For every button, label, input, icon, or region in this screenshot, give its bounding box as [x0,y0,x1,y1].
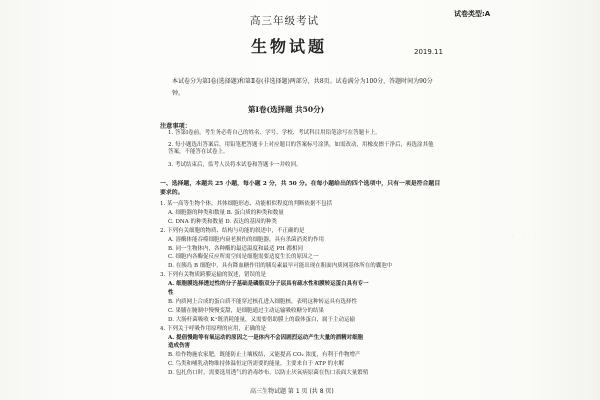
question-line: D. 大肠杆菌吸收 K⁺既消耗能量，又需要借助膜上的载体蛋白，属于主动运输 [168,316,355,323]
question-line: 性 [168,290,174,296]
exam-paper [150,0,491,400]
page-footer: 高三生物试题 第 1 页 (共 8 页) [250,388,334,395]
note-item: 1. 答第Ⅰ卷前，考生务必将自己的姓名、学号、学校、考试科目用铅笔涂写在答题卡上。 [168,130,381,136]
question-line: C. DNA 的种类和数量 D. 表达的基因的种类 [168,218,277,225]
question-line: D. 包扎伤口时，需要选用透气的消毒纱布，以防止厌氧病原菌在伤口表面大量繁殖 [168,370,369,377]
question-line: 2. 下列有关细胞的物质、结构与功能的叙述中，不正确的是 [160,227,305,234]
paper-type-label: 试卷类型:A [454,10,491,18]
question-line: A. 细胞膜选择透过性的分子基础是磷脂双分子层具有疏水性和膜转运蛋白具有专一 [168,281,369,288]
question-line: C. 细胞内各酶促反应所需空间是细胞需要适度生长的原因之一 [168,254,319,261]
question-line: C. 果脯在腌制中慢慢变甜，是细胞通过主动运输吸收糖分的结果 [168,307,325,314]
question-line: A. 溶酶体能吞噬细胞内衰老损伤的细胞器，具有杀菌消炎的作用 [168,236,324,243]
note-item: 3. 考试结束后，监考人员将本试卷和答题卡一并收回。 [168,162,302,168]
note-item: 2. 每小题选出答案后，用铅笔把答题卡上对应题目的答案标号涂黑，如需改动，用橡皮擦干净后，再选涂其他答案，不能答在试卷上。 [168,142,434,155]
question-line: 1. 某一高等生物个体，其体细胞形态、功能相似程度的判断依据不包括 [160,201,332,207]
subject-title: 生物试题 [251,37,328,56]
question-line: C. 鸟类和哺乳动物维持体温恒定所需要的能量，主要来自于 ATP 的水解 [168,361,345,368]
question-line: A. 提倡慢跑等有氧运动的原因之一是体内不会因剧烈运动产生大量的酒精对细胞 [168,334,364,341]
question-line: A. 细胞器的种类和数量 B. 蛋白质的种类和数量 [168,209,284,216]
question-line: 4. 下列关于呼吸作用原理的应用，正确的是 [160,325,266,332]
question-line: D. 在胰岛 B 细胞中，具有降血糖作用的胰岛素最早可能出现在粗面内质网基体所在的囊泡中 [168,263,393,270]
question-line: B. 同一生物体内，各种酶的最适温度和最适 PH 都相同 [168,245,304,252]
bleed-through-mark: · · · · · [500,232,550,241]
exam-intro: 本试卷分为第Ⅰ卷(选择题)和第Ⅱ卷(非选择题)两部分，共8页。试卷满分为100分，答题时间为90分钟。 [172,78,433,97]
exam-date: 2019.11 [414,48,443,56]
notes-heading: 注意事项： [160,123,191,130]
grade-exam-heading: 高三年级考试 [250,15,319,27]
question-line: 3. 下列有关物质跨膜运输的叙述，错误的是 [160,272,266,279]
section-one-heading: 一、选择题，本题共 25 小题，每小题 2 分，共 50 分。在每小题给出的四个选项中，只有一项是符合题目要求的。 [160,180,441,196]
question-line: B. 给作物施农家肥，既能防止土壤板结，又能提高 CO₂ 浓度，有利于作物增产 [168,352,361,359]
part-one-title: 第Ⅰ卷(选择题 共50分) [248,105,325,114]
question-line: B. 内质网上合成的蛋白质不能穿过核孔进入细胞核，表明这种转运具有选择性 [168,298,358,305]
question-line: 造成伤害 [168,343,191,350]
